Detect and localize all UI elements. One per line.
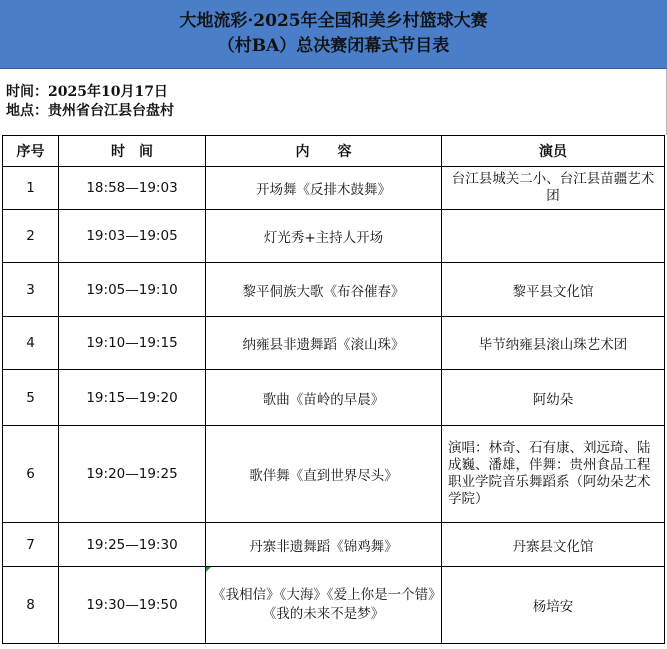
row-performer: 阿幼朵 bbox=[442, 370, 665, 426]
row-performer: 黎平县文化馆 bbox=[442, 263, 665, 317]
row-performer: 毕节纳雍县滚山珠艺术团 bbox=[442, 317, 665, 370]
table-row bbox=[3, 167, 665, 210]
row-content: 黎平侗族大歌《布谷催春》 bbox=[206, 263, 442, 317]
row-performer: 台江县城关二小、台江县苗疆艺术团 bbox=[442, 167, 665, 210]
row-content: 歌曲《苗岭的早晨》 bbox=[206, 370, 442, 426]
row-time: 19:03—19:05 bbox=[59, 210, 206, 263]
row-performer: 演唱：林奇、石有康、刘远琦、陆成巍、潘雄，伴舞：贵州食品工程职业学院音乐舞蹈系（阿幼朵艺术学院） bbox=[442, 426, 665, 523]
row-content: 纳雍县非遗舞蹈《滚山珠》 bbox=[206, 317, 442, 370]
row-time: 19:20—19:25 bbox=[59, 426, 206, 523]
title-line-1: 大地流彩·2025年全国和美乡村篮球大赛 bbox=[179, 11, 488, 31]
table-row bbox=[3, 426, 665, 523]
row-number: 3 bbox=[3, 263, 59, 317]
row-content: 丹寨非遗舞蹈《锦鸡舞》 bbox=[206, 523, 442, 567]
header-time: 时 间 bbox=[59, 136, 206, 167]
header-content: 内 容 bbox=[206, 136, 442, 167]
cell-comment-marker bbox=[206, 567, 211, 572]
program-table bbox=[2, 135, 665, 644]
event-date: 时间：2025年10月17日 bbox=[6, 84, 168, 100]
table-row bbox=[3, 370, 665, 426]
table-row bbox=[3, 523, 665, 567]
row-performer bbox=[442, 210, 665, 263]
row-content: 歌伴舞《直到世界尽头》 bbox=[206, 426, 442, 523]
row-performer: 杨培安 bbox=[442, 567, 665, 644]
row-number: 1 bbox=[3, 167, 59, 210]
header-performer: 演员 bbox=[442, 136, 665, 167]
title-line-2: （村BA）总决赛闭幕式节目表 bbox=[217, 36, 450, 56]
table-header-row bbox=[3, 136, 665, 167]
table-row bbox=[3, 263, 665, 317]
row-content: 灯光秀+主持人开场 bbox=[206, 210, 442, 263]
table-row bbox=[3, 317, 665, 370]
row-number: 6 bbox=[3, 426, 59, 523]
table-row bbox=[3, 210, 665, 263]
row-content: 开场舞《反排木鼓舞》 bbox=[206, 167, 442, 210]
event-location: 地点：贵州省台江县台盘村 bbox=[6, 103, 174, 119]
table-row bbox=[3, 567, 665, 644]
row-number: 4 bbox=[3, 317, 59, 370]
title-banner bbox=[0, 0, 667, 69]
row-time: 19:10—19:15 bbox=[59, 317, 206, 370]
row-content-text: 《我相信》《大海》《爱上你是一个错》《我的未来不是梦》 bbox=[212, 587, 435, 622]
row-time: 19:15—19:20 bbox=[59, 370, 206, 426]
row-number: 8 bbox=[3, 567, 59, 644]
row-time: 19:25—19:30 bbox=[59, 523, 206, 567]
info-area bbox=[0, 69, 667, 135]
row-performer: 丹寨县文化馆 bbox=[442, 523, 665, 567]
row-number: 7 bbox=[3, 523, 59, 567]
row-number: 2 bbox=[3, 210, 59, 263]
row-time: 19:05—19:10 bbox=[59, 263, 206, 317]
row-number: 5 bbox=[3, 370, 59, 426]
row-time: 18:58—19:03 bbox=[59, 167, 206, 210]
header-number: 序号 bbox=[3, 136, 59, 167]
row-content bbox=[206, 567, 442, 644]
row-time: 19:30—19:50 bbox=[59, 567, 206, 644]
